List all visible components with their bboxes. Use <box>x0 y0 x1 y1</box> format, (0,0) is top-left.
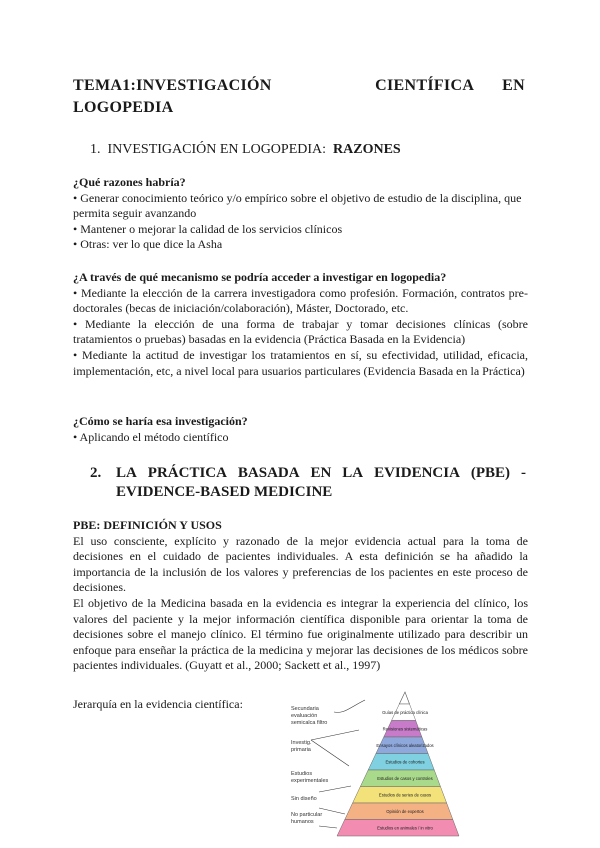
section-1-number: 1. <box>90 142 101 157</box>
pyramid-side-label: experimentales <box>291 778 329 784</box>
title-word: CIENTÍFICA <box>375 77 475 94</box>
pyramid-side-label: Estudios <box>291 771 313 777</box>
section-2-word: EN <box>310 465 332 481</box>
pbe-block <box>73 518 528 674</box>
bullet-item: • Mediante la elección de una forma de trabajar y tomar decisiones clínicas (sobre tratamientos o pruebas) basadas en la evidencia (Práctica Basada en la Evidencia) <box>73 316 528 347</box>
question-1: ¿Qué razones habría? <box>73 175 186 189</box>
section-2-subtitle: EVIDENCE-BASED MEDICINE <box>116 484 333 500</box>
title-word: 1: <box>122 77 137 94</box>
question-2: ¿A través de qué mecanismo se podría acceder a investigar en logopedia? <box>73 270 447 284</box>
pyramid-apex <box>399 692 409 704</box>
pyramid-side-label: primaria <box>291 747 311 753</box>
jerarquia-label: Jerarquía en la evidencia científica: <box>73 697 243 711</box>
title-word: INVESTIGACIÓN <box>136 77 272 94</box>
pbe-paragraph-1: El uso consciente, explícito y razonado de la mejor evidencia actual para la toma de decisiones en el cuidado de pacientes individuales. A esta definición se ha añadido la importancia de la inclusión de los valores y preferencias de los pacientes en este proceso de decisiones. <box>73 533 528 595</box>
evidence-pyramid-figure <box>289 690 461 838</box>
section-2-word: BASADA <box>237 465 300 481</box>
pyramid-side-label: Sin diseño <box>291 796 317 802</box>
bullet-item: • Otras: ver lo que dice la Asha <box>73 237 223 252</box>
title-line-1 <box>73 75 525 97</box>
section-1-bold: RAZONES <box>333 142 401 157</box>
bullet-item: • Aplicando el método científico <box>73 429 229 444</box>
pyramid-side-label: semicalca filtro <box>291 720 328 726</box>
section-2-word: EVIDENCIA <box>374 465 460 481</box>
pyramid-level-label: Opinión de expertos <box>386 808 424 814</box>
pyramid-level-label: Ensayos clínicos aleatorizados <box>376 742 434 748</box>
question-3: ¿Cómo se haría esa investigación? <box>73 414 248 428</box>
bullet-item: • Generar conocimiento teórico y/o empírico sobre el objetivo de estudio de la disciplina, que permita seguir avanzando <box>73 190 522 221</box>
section-2-word: (PBE) <box>470 465 511 481</box>
pyramid-level-label: Estudios de casos y controles <box>377 775 433 781</box>
document-title <box>73 75 525 119</box>
section-1-heading <box>90 142 401 158</box>
section-2-line-2 <box>90 483 526 502</box>
section-2-word: PRÁCTICA <box>147 465 227 481</box>
pyramid-side-label: humanos <box>291 819 314 825</box>
section-2-line-1 <box>90 464 526 483</box>
pyramid-level-label: Revisiones sistemáticas <box>382 726 428 732</box>
question-block-3 <box>73 414 528 445</box>
title-word: EN <box>502 77 525 94</box>
pyramid-level-label: Estudios de series de casos <box>378 792 432 798</box>
pyramid-side-label: evaluación <box>291 713 318 719</box>
section-2-heading <box>90 464 526 502</box>
bullet-item: • Mantener o mejorar la calidad de los servicios clínicos <box>73 221 343 236</box>
pbe-heading: PBE: DEFINICIÓN Y USOS <box>73 518 222 532</box>
section-2-word: - <box>520 465 526 481</box>
section-1-text: INVESTIGACIÓN EN LOGOPEDIA: <box>107 142 327 157</box>
pyramid-level-label: Guías de práctica clínica <box>382 709 428 715</box>
section-2-number: 2. <box>90 465 102 481</box>
section-2-word: LA <box>116 465 137 481</box>
pbe-paragraph-2: El objetivo de la Medicina basada en la evidencia es integrar la experiencia del clínico, los valores del paciente y la mejor información científica disponible para orientar la toma de decisiones sobre el manejo clínico. El término fue originalmente utilizado para describir un enfoque para enseñar la práctica de la medicina y mejorar las decisiones de los médicos sobre pacientes individuales. (Guyatt et al., 2000; Sackett et al., 1997) <box>73 595 528 673</box>
question-block-2 <box>73 270 528 379</box>
title-word: TEMA <box>73 77 123 94</box>
pyramid-side-label: No particular <box>291 812 323 818</box>
section-2-word: LA <box>342 465 364 481</box>
question-block-1 <box>73 175 528 253</box>
bullet-item: • Mediante la elección de la carrera investigadora como profesión. Formación, contratos pre-doctorales (becas de iniciación/colaboración), Máster, Doctorado, etc. <box>73 285 528 316</box>
pyramid-side-label: Secundaria <box>291 706 319 712</box>
title-line-2: LOGOPEDIA <box>73 99 174 116</box>
bullet-item: • Mediante la actitud de investigar los tratamientos en sí, su efectividad, utilidad, eficacia, implementación, etc, a nivel local para usuarios particulares (Evidencia Basada en la Práctica) <box>73 347 528 378</box>
pyramid-level-label: Estudios de cohortes <box>385 759 425 765</box>
pyramid-level-label: Estudios en animales / in vitro <box>377 825 433 831</box>
pyramid-side-label: Investig. <box>291 740 312 746</box>
